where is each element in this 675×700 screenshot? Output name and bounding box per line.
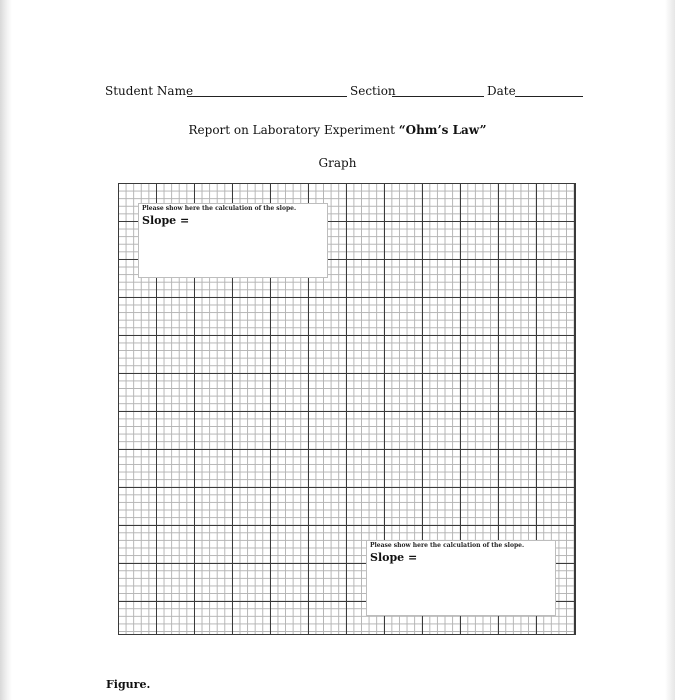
- graph-title: Graph: [318, 156, 357, 170]
- graph-paper-grid[interactable]: [118, 183, 576, 635]
- slope-instruction: Please show here the calculation of the slope.: [370, 542, 525, 549]
- section-field[interactable]: [392, 96, 484, 97]
- slope-instruction: Please show here the calculation of the slope.: [142, 205, 297, 212]
- date-label: Date: [487, 84, 516, 98]
- student-name-label: Student Name: [105, 84, 194, 98]
- slope-label: Slope =: [370, 551, 418, 564]
- report-title: [0, 123, 675, 137]
- date-field[interactable]: [515, 96, 583, 97]
- page-shadow-left: [0, 0, 12, 700]
- student-name-field[interactable]: [187, 96, 347, 97]
- slope-label: Slope =: [142, 214, 190, 227]
- report-title-experiment: “Ohm’s Law”: [398, 123, 487, 137]
- report-title-prefix: Report on Laboratory Experiment: [188, 123, 399, 137]
- student-info-row: [105, 84, 585, 102]
- section-label: Section: [350, 84, 396, 98]
- page-shadow-right: [665, 0, 675, 700]
- slope-box-bottom-right[interactable]: [366, 540, 556, 616]
- figure-caption: Figure.: [106, 678, 151, 691]
- slope-box-top-left[interactable]: [138, 203, 328, 278]
